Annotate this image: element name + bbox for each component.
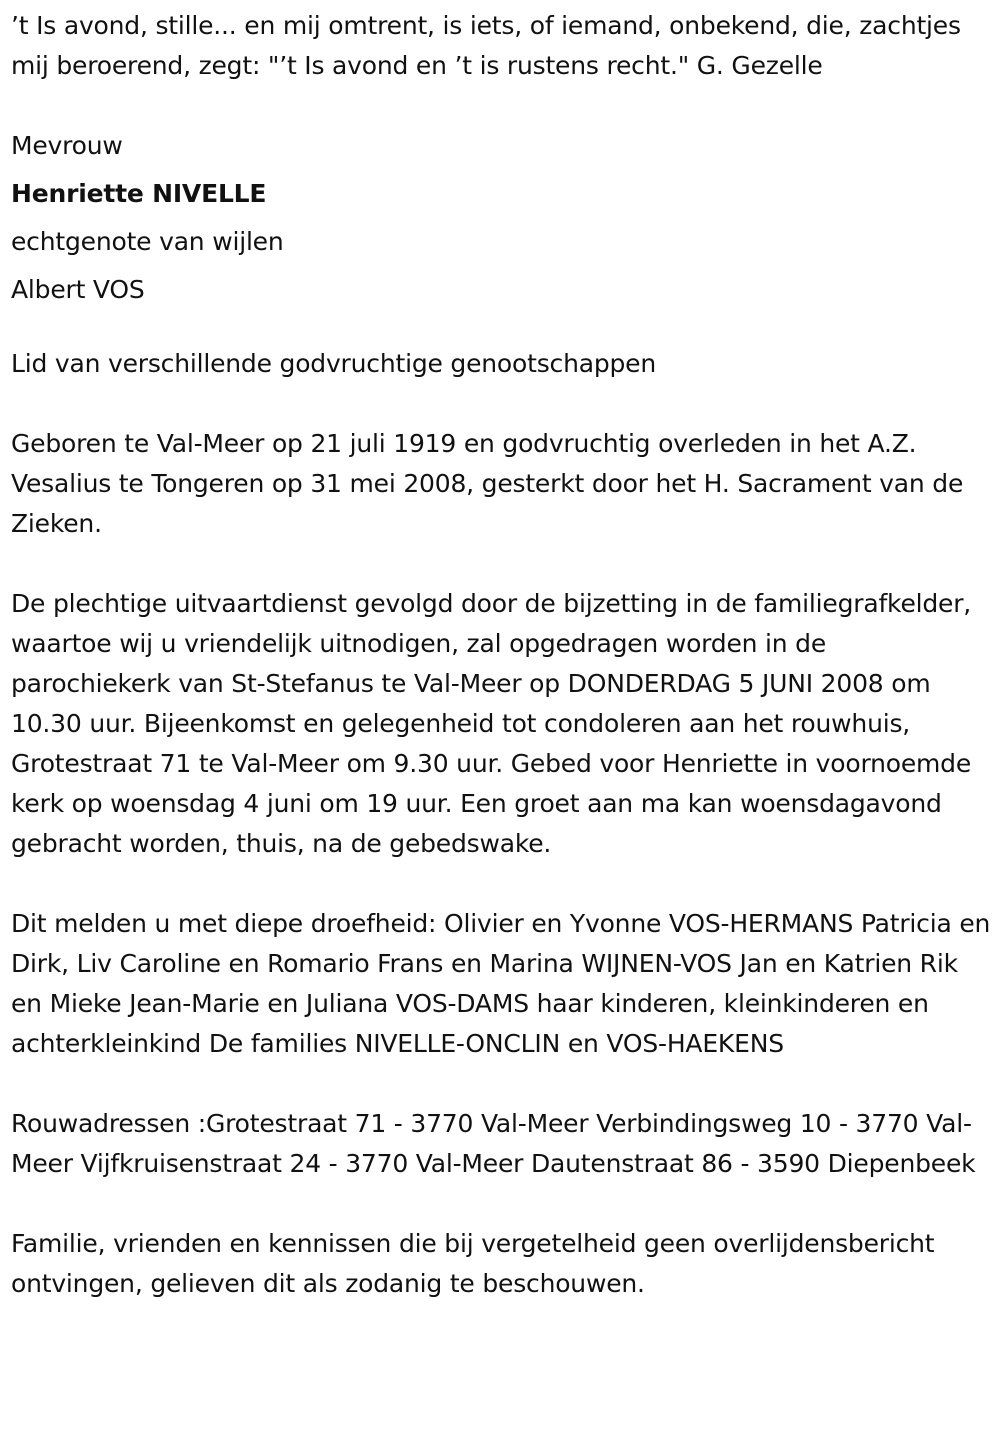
spouse-name: Albert VOS [11, 275, 145, 304]
addresses-paragraph: Rouwadressen :Grotestraat 71 - 3770 Val-Meer Verbindingsweg 10 - 3770 Val-Meer Vijfkruisenstraat 24 - 3770 Val-Meer Dautenstraat 86 - 3590 Diepenbeek [11, 1109, 976, 1178]
paragraph-gap [11, 544, 993, 584]
deceased-name: Henriette NIVELLE [11, 179, 267, 208]
paragraph-gap [11, 1064, 993, 1104]
birth-death-paragraph: Geboren te Val-Meer op 21 juli 1919 en godvruchtig overleden in het A.Z. Vesalius te Tongeren op 31 mei 2008, gesterkt door het H. Sacrament van de Zieken. [11, 429, 964, 538]
closing-paragraph: Familie, vrienden en kennissen die bij vergetelheid geen overlijdensbericht ontvingen, gelieven dit als zodanig te beschouwen. [11, 1229, 935, 1298]
relation-text: echtgenote van wijlen [11, 227, 284, 256]
membership-paragraph: Lid van verschillende godvruchtige genootschappen [11, 349, 656, 378]
paragraph-gap [11, 864, 993, 904]
deceased-header [11, 122, 993, 314]
paragraph-gap [11, 384, 993, 424]
family-paragraph: Dit melden u met diepe droefheid: Olivier en Yvonne VOS-HERMANS Patricia en Dirk, Liv Caroline en Romario Frans en Marina WIJNEN-VOS Jan en Katrien Rik en Mieke Jean-Marie en Juliana VOS-DAMS haar kinderen, kleinkinderen en achterkleinkind De families NIVELLE-ONCLIN en VOS-HAEKENS [11, 909, 991, 1058]
obituary-text [11, 6, 993, 1304]
paragraph-gap [11, 1184, 993, 1224]
salutation: Mevrouw [11, 131, 123, 160]
quote-paragraph: ’t Is avond, stille... en mij omtrent, is iets, of iemand, onbekend, die, zachtjes mij beroerend, zegt: "’t Is avond en ’t is rustens recht." G. Gezelle [11, 11, 961, 80]
funeral-paragraph: De plechtige uitvaartdienst gevolgd door de bijzetting in de familiegrafkelder, waartoe wij u vriendelijk uitnodigen, zal opgedragen worden in de parochiekerk van St-Stefanus te Val-Meer op DONDERDAG 5 JUNI 2008 om 10.30 uur. Bijeenkomst en gelegenheid tot condoleren aan het rouwhuis, Grotestraat 71 te Val-Meer om 9.30 uur. Gebed voor Henriette in voornoemde kerk op woensdag 4 juni om 19 uur. Een groet aan ma kan woensdagavond gebracht worden, thuis, na de gebedswake. [11, 589, 972, 858]
